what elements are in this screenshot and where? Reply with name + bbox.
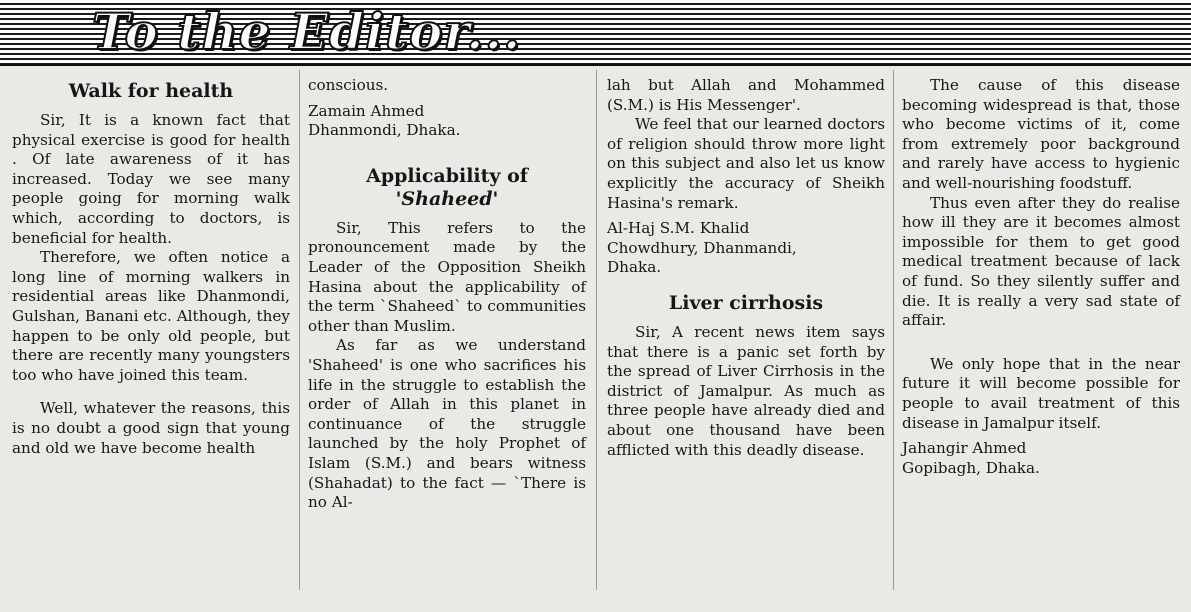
letter-paragraph: Sir, This refers to the pronouncement made by the Leader of the Opposition Sheikh Hasina about the applicability of the term `Shaheed` to communities other than Muslim. [308, 218, 586, 335]
signature-line: Dhaka. [607, 258, 662, 277]
letter-paragraph: Well, whatever the reasons, this is no doubt a good sign that young and old we have become health [12, 399, 290, 457]
letter-continuation: conscious. [308, 76, 389, 94]
letter-paragraph: Sir, A recent news item says that there is a panic set forth by the spread of Liver Cirrhosis in the district of Jamalpur. As much as three people have already died and about one thousand have been afflicted with this deadly disease. [607, 322, 885, 459]
letter-paragraph: We only hope that in the near future it will become possible for people to avail treatment of this disease in Jamalpur itself. [902, 354, 1180, 432]
signature-place: Dhanmondi, Dhaka. [308, 121, 461, 140]
column-2 [308, 76, 586, 513]
column-3 [607, 76, 885, 460]
letters-banner [0, 0, 1191, 66]
heading-line: 'Shaheed' [395, 187, 499, 210]
letter-paragraph: Sir, It is a known fact that physical exercise is good for health . Of late awareness of it has increased. Today we see many people going for morning walk which, according to doctors, is beneficial for health. [12, 111, 290, 247]
heading-line: Applicability of [366, 164, 528, 187]
letter-paragraph: The cause of this disease becoming widespread is that, those who become victims of it, come from extremely poor background and rarely have access to hygienic and well-nourishing foodstuff. [902, 76, 1180, 192]
letter-heading-walk-for-health: Walk for health [68, 80, 234, 102]
signature-name: Zamain Ahmed [308, 101, 425, 120]
letter-continuation: lah but Allah and Mohammed (S.M.) is His Messenger'. [607, 76, 885, 114]
column-1 [12, 74, 290, 458]
column-divider [299, 70, 300, 590]
column-4 [902, 76, 1180, 478]
letter-paragraph: As far as we understand 'Shaheed' is one who sacrifices his life in the struggle to establish the order of Allah in this planet in continuance of the struggle launched by the holy Prophet of Islam (S.M.) and bears witness (Shahadat) to the fact — `There is no Al- [308, 336, 586, 512]
letter-heading-applicability [308, 165, 586, 211]
signature-line: Chowdhury, Dhanmandi, [607, 238, 797, 257]
letter-paragraph: We feel that our learned doctors of religion should throw more light on this subject and also let us know explicitly the accuracy of Sheikh Hasina's remark. [607, 115, 885, 212]
column-divider [596, 70, 597, 590]
column-divider [893, 70, 894, 590]
signature-place: Gopibagh, Dhaka. [902, 458, 1040, 477]
letter-paragraph: Therefore, we often notice a long line of morning walkers in residential areas like Dhanmondi, Gulshan, Banani etc. Although, they happen to be only old people, but there are recently many youngsters too who have joined this team. [12, 248, 290, 384]
section-title: To the Editor... [92, 2, 522, 61]
signature-name: Jahangir Ahmed [902, 439, 1027, 458]
signature-line: Al-Haj S.M. Khalid [607, 219, 750, 238]
letter-paragraph: Thus even after they do realise how ill they are it becomes almost impossible for them to get good medical treatment because of lack of fund. So they silently suffer and die. It is really a very sad state of affair. [902, 193, 1180, 330]
letter-heading-liver-cirrhosis: Liver cirrhosis [668, 291, 824, 314]
